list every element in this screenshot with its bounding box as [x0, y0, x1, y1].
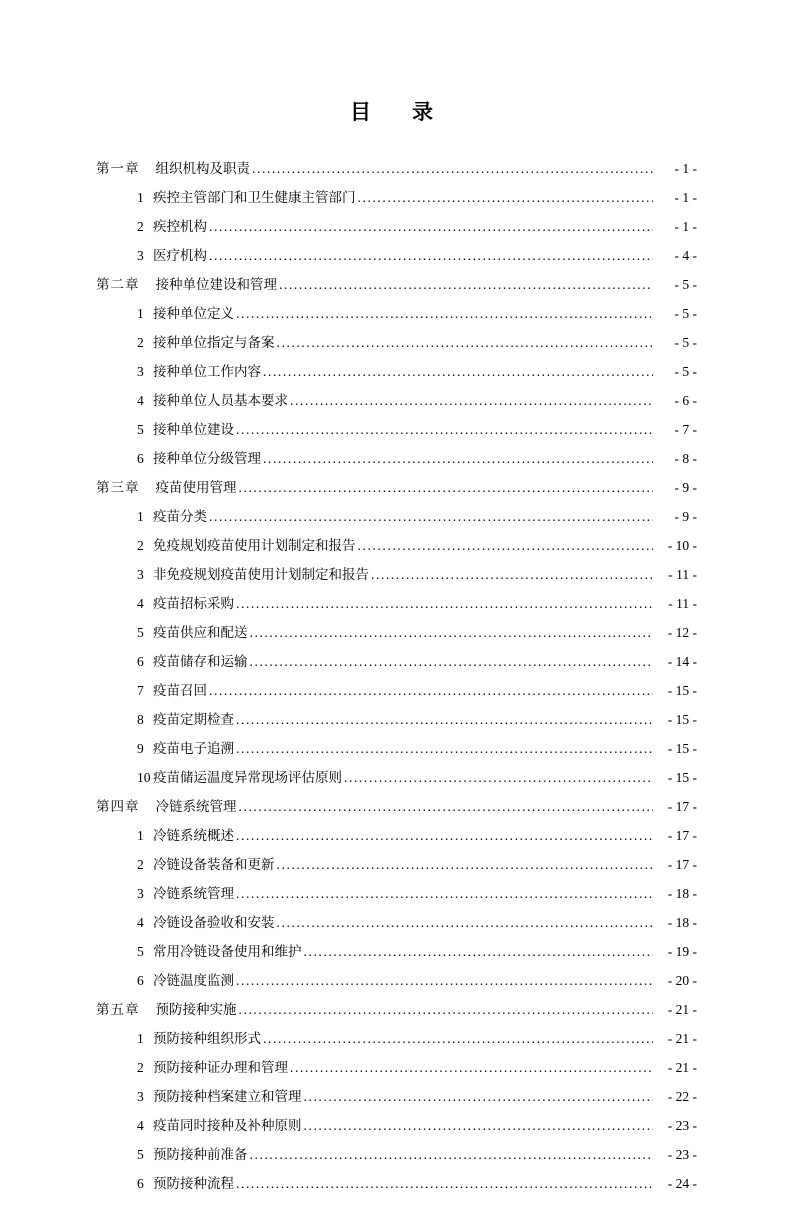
toc-entry-title: 冷链系统概述	[153, 828, 234, 843]
table-of-contents	[0, 126, 793, 1206]
toc-page-number: - 15 -	[667, 770, 697, 785]
toc-entry[interactable]	[0, 539, 793, 568]
toc-entry-title: 预防接种流程	[153, 1176, 234, 1191]
toc-page-number: - 9 -	[674, 509, 697, 524]
toc-entry-title: 预防接种实施	[155, 1002, 237, 1017]
toc-entry-title: 疫苗使用管理	[155, 480, 237, 495]
toc-entry[interactable]	[0, 655, 793, 684]
toc-leader-dots	[290, 394, 653, 408]
toc-section-number: 4	[137, 915, 144, 930]
toc-entry-title: 疾控主管部门和卫生健康主管部门	[153, 190, 356, 205]
toc-entry-title: 疫苗电子追溯	[153, 741, 234, 756]
toc-entry[interactable]	[0, 1090, 793, 1119]
toc-section-number: 4	[137, 393, 144, 408]
toc-entry-title: 接种单位分级管理	[153, 451, 261, 466]
toc-page-number: - 19 -	[667, 944, 697, 959]
toc-leader-dots	[304, 1090, 654, 1104]
toc-entry-title: 冷链温度监测	[153, 973, 234, 988]
toc-entry-title: 冷链系统管理	[153, 886, 234, 901]
toc-leader-dots	[236, 829, 653, 843]
toc-page-number: - 6 -	[674, 393, 697, 408]
toc-page-number: - 4 -	[674, 248, 697, 263]
toc-section-number: 2	[137, 219, 144, 234]
toc-section-number: 1	[137, 190, 144, 205]
toc-section-number: 1	[137, 306, 144, 321]
toc-leader-dots	[236, 974, 653, 988]
toc-leader-dots	[304, 945, 654, 959]
toc-leader-dots	[290, 1061, 653, 1075]
toc-section-number: 3	[137, 567, 144, 582]
toc-entry-title: 冷链设备装备和更新	[153, 857, 275, 872]
toc-section-number: 1	[137, 509, 144, 524]
toc-entry[interactable]	[0, 684, 793, 713]
toc-page-number: - 12 -	[667, 625, 697, 640]
toc-leader-dots	[236, 742, 653, 756]
toc-leader-dots	[371, 568, 653, 582]
toc-page-number: - 24 -	[667, 1176, 697, 1191]
toc-entry-title: 疫苗招标采购	[153, 596, 234, 611]
toc-entry-title: 冷链设备验收和安装	[153, 915, 275, 930]
toc-leader-dots	[250, 1148, 654, 1162]
toc-leader-dots	[236, 1177, 653, 1191]
toc-leader-dots	[277, 336, 654, 350]
toc-entry[interactable]	[0, 1003, 793, 1032]
toc-entry[interactable]	[0, 452, 793, 481]
toc-chapter-label: 第四章	[96, 799, 140, 814]
toc-entry[interactable]	[0, 365, 793, 394]
toc-chapter-label: 第三章	[96, 480, 140, 495]
toc-entry-title: 疫苗供应和配送	[153, 625, 248, 640]
toc-leader-dots	[263, 452, 653, 466]
toc-page-number: - 1 -	[674, 161, 697, 176]
toc-page-number: - 9 -	[674, 480, 697, 495]
toc-entry-title: 预防接种档案建立和管理	[153, 1089, 302, 1104]
toc-leader-dots	[277, 916, 654, 930]
toc-leader-dots	[358, 191, 654, 205]
toc-page-number: - 11 -	[668, 567, 697, 582]
toc-leader-dots	[209, 510, 653, 524]
toc-section-number: 6	[137, 1176, 144, 1191]
toc-entry-title: 常用冷链设备使用和维护	[153, 944, 302, 959]
toc-entry[interactable]	[0, 481, 793, 510]
toc-leader-dots	[358, 539, 654, 553]
toc-chapter-label: 第五章	[96, 1002, 140, 1017]
toc-entry[interactable]	[0, 974, 793, 1003]
toc-section-number: 2	[137, 335, 144, 350]
toc-entry[interactable]	[0, 307, 793, 336]
toc-page-number: - 7 -	[674, 422, 697, 437]
toc-entry-title: 免疫规划疫苗使用计划制定和报告	[153, 538, 356, 553]
toc-section-number: 2	[137, 538, 144, 553]
toc-section-number: 4	[137, 1118, 144, 1133]
toc-section-number: 5	[137, 422, 144, 437]
toc-section-number: 3	[137, 364, 144, 379]
toc-entry[interactable]	[0, 1119, 793, 1148]
toc-chapter-label: 第二章	[96, 277, 140, 292]
toc-section-number: 1	[137, 828, 144, 843]
toc-entry[interactable]	[0, 568, 793, 597]
toc-page-number: - 1 -	[674, 190, 697, 205]
toc-page-number: - 15 -	[667, 712, 697, 727]
toc-entry[interactable]	[0, 191, 793, 220]
toc-page-number: - 23 -	[667, 1118, 697, 1133]
toc-entry-title: 疾控机构	[153, 219, 207, 234]
toc-entry-title: 冷链系统管理	[155, 799, 237, 814]
toc-entry-title: 疫苗同时接种及补种原则	[153, 1118, 302, 1133]
toc-entry[interactable]	[0, 858, 793, 887]
toc-leader-dots	[252, 162, 653, 176]
toc-page-number: - 8 -	[674, 451, 697, 466]
toc-entry[interactable]	[0, 1177, 793, 1206]
toc-page-number: - 5 -	[674, 277, 697, 292]
toc-section-number: 3	[137, 248, 144, 263]
toc-entry-title: 疫苗储存和运输	[153, 654, 248, 669]
toc-leader-dots	[239, 481, 654, 495]
toc-entry-title: 医疗机构	[153, 248, 207, 263]
toc-section-number: 3	[137, 1089, 144, 1104]
toc-leader-dots	[236, 307, 653, 321]
toc-entry-title: 接种单位定义	[153, 306, 234, 321]
toc-entry-title: 疫苗分类	[153, 509, 207, 524]
toc-leader-dots	[209, 220, 653, 234]
toc-entry-title: 疫苗储运温度异常现场评估原则	[153, 770, 342, 785]
toc-page-number: - 18 -	[667, 915, 697, 930]
toc-leader-dots	[304, 1119, 654, 1133]
toc-page-number: - 5 -	[674, 364, 697, 379]
toc-entry[interactable]	[0, 162, 793, 191]
toc-entry[interactable]	[0, 626, 793, 655]
toc-page-number: - 15 -	[667, 741, 697, 756]
toc-section-number: 6	[137, 451, 144, 466]
toc-leader-dots	[279, 278, 653, 292]
toc-page-number: - 5 -	[674, 335, 697, 350]
toc-page-number: - 1 -	[674, 219, 697, 234]
toc-section-number: 5	[137, 625, 144, 640]
toc-leader-dots	[239, 800, 654, 814]
toc-entry-title: 接种单位指定与备案	[153, 335, 275, 350]
toc-entry[interactable]	[0, 336, 793, 365]
toc-leader-dots	[277, 858, 654, 872]
toc-page-number: - 17 -	[667, 799, 697, 814]
toc-leader-dots	[236, 887, 653, 901]
toc-entry[interactable]	[0, 1148, 793, 1177]
toc-entry-title: 疫苗召回	[153, 683, 207, 698]
toc-leader-dots	[250, 626, 654, 640]
toc-entry[interactable]	[0, 597, 793, 626]
toc-entry[interactable]	[0, 220, 793, 249]
toc-entry[interactable]	[0, 887, 793, 916]
toc-section-number: 3	[137, 886, 144, 901]
toc-section-number: 9	[137, 741, 144, 756]
toc-section-number: 5	[137, 1147, 144, 1162]
toc-page-number: - 21 -	[667, 1002, 697, 1017]
toc-page-number: - 17 -	[667, 857, 697, 872]
toc-leader-dots	[263, 365, 653, 379]
toc-section-number: 2	[137, 1060, 144, 1075]
toc-page-number: - 5 -	[674, 306, 697, 321]
toc-section-number: 5	[137, 944, 144, 959]
toc-section-number: 7	[137, 683, 144, 698]
toc-entry-title: 接种单位建设和管理	[155, 277, 277, 292]
toc-entry[interactable]	[0, 829, 793, 858]
toc-page-number: - 10 -	[667, 538, 697, 553]
toc-entry[interactable]	[0, 423, 793, 452]
toc-section-number: 6	[137, 973, 144, 988]
toc-leader-dots	[250, 655, 654, 669]
toc-page-number: - 20 -	[667, 973, 697, 988]
toc-page-number: - 15 -	[667, 683, 697, 698]
toc-page-number: - 23 -	[667, 1147, 697, 1162]
toc-leader-dots	[236, 713, 653, 727]
toc-leader-dots	[209, 249, 653, 263]
toc-section-number: 1	[137, 1031, 144, 1046]
toc-entry-title: 预防接种证办理和管理	[153, 1060, 288, 1075]
toc-leader-dots	[263, 1032, 653, 1046]
toc-entry-title: 接种单位建设	[153, 422, 234, 437]
toc-leader-dots	[344, 771, 653, 785]
toc-entry[interactable]	[0, 278, 793, 307]
toc-section-number: 8	[137, 712, 144, 727]
toc-section-number: 10	[137, 770, 151, 785]
toc-entry[interactable]	[0, 742, 793, 771]
toc-entry[interactable]	[0, 394, 793, 423]
toc-entry[interactable]	[0, 800, 793, 829]
toc-section-number: 2	[137, 857, 144, 872]
toc-entry[interactable]	[0, 916, 793, 945]
toc-entry[interactable]	[0, 1061, 793, 1090]
toc-page-number: - 14 -	[667, 654, 697, 669]
toc-section-number: 4	[137, 596, 144, 611]
toc-entry-title: 组织机构及职责	[155, 161, 250, 176]
toc-entry-title: 非免疫规划疫苗使用计划制定和报告	[153, 567, 369, 582]
toc-entry[interactable]	[0, 249, 793, 278]
toc-entry-title: 预防接种前准备	[153, 1147, 248, 1162]
toc-entry-title: 接种单位人员基本要求	[153, 393, 288, 408]
page-title: 目 录	[350, 101, 443, 124]
toc-entry[interactable]	[0, 510, 793, 539]
toc-page-number: - 17 -	[667, 828, 697, 843]
toc-chapter-label: 第一章	[96, 161, 140, 176]
toc-section-number: 6	[137, 654, 144, 669]
toc-entry-title: 疫苗定期检查	[153, 712, 234, 727]
toc-entry[interactable]	[0, 713, 793, 742]
toc-entry[interactable]	[0, 771, 793, 800]
toc-entry[interactable]	[0, 1032, 793, 1061]
toc-entry[interactable]	[0, 945, 793, 974]
toc-entry-title: 接种单位工作内容	[153, 364, 261, 379]
toc-leader-dots	[239, 1003, 654, 1017]
toc-page-number: - 11 -	[668, 596, 697, 611]
toc-leader-dots	[236, 423, 653, 437]
toc-page-number: - 18 -	[667, 886, 697, 901]
toc-page-number: - 21 -	[667, 1060, 697, 1075]
toc-page-number: - 21 -	[667, 1031, 697, 1046]
toc-leader-dots	[236, 597, 653, 611]
toc-page-number: - 22 -	[667, 1089, 697, 1104]
toc-entry-title: 预防接种组织形式	[153, 1031, 261, 1046]
toc-leader-dots	[209, 684, 653, 698]
